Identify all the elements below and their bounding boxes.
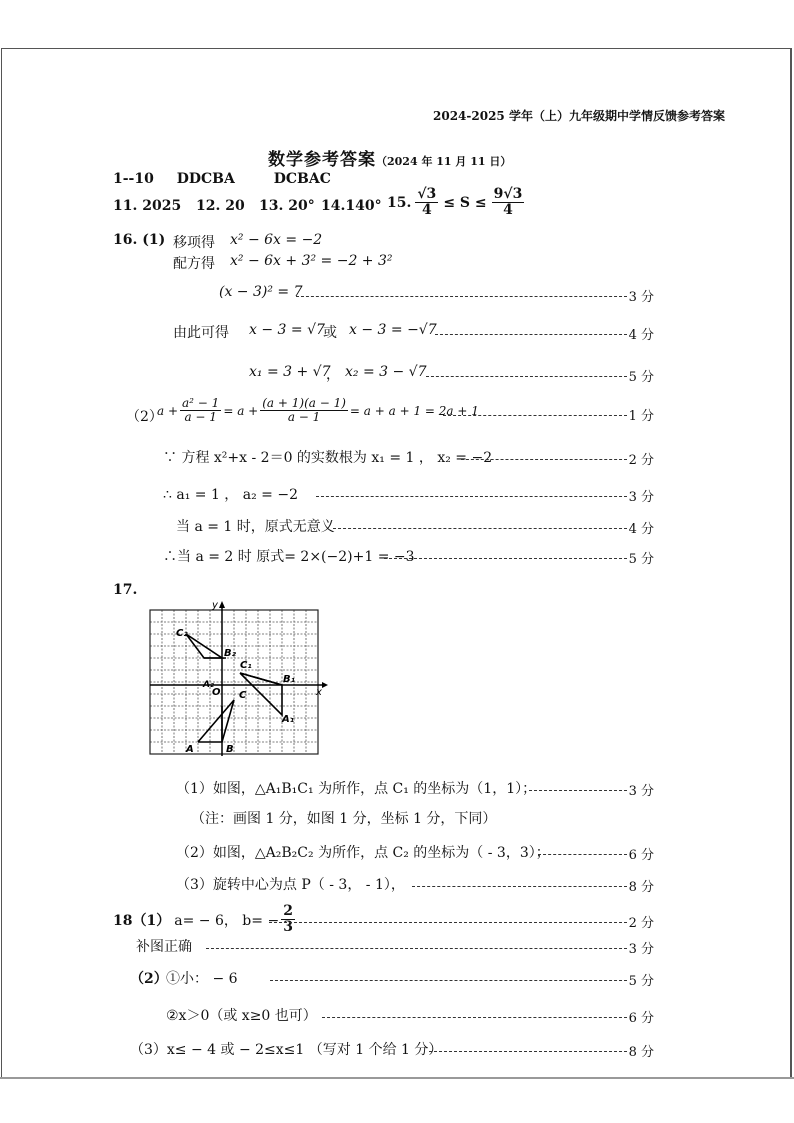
dotted-leader bbox=[443, 414, 627, 416]
frac-numerator: 2 bbox=[283, 903, 293, 919]
score: 8 分 bbox=[628, 880, 654, 895]
q18-part2-1: ①小： − 6 bbox=[166, 971, 238, 987]
answer-15-right-frac bbox=[492, 187, 525, 219]
q17-part3: （3）旋转中心为点 P（ - 3， - 1）， bbox=[176, 877, 405, 893]
q16-step2-label: 配方得 bbox=[173, 256, 215, 272]
q17-part1-note: （注：画图 1 分，如图 1 分，坐标 1 分，下同） bbox=[191, 811, 497, 827]
q16-part2-step4-score-line bbox=[333, 518, 654, 537]
q18-part2-2-score-line bbox=[322, 1007, 654, 1026]
q18-part1-score-line bbox=[269, 912, 654, 931]
expr-part: = a + bbox=[223, 403, 259, 418]
q17-part1: （1）如图，△A₁B₁C₁ 为所作，点 C₁ 的坐标为（1，1）； bbox=[176, 781, 537, 797]
score: 1 分 bbox=[628, 409, 654, 424]
score: 3 分 bbox=[628, 784, 654, 799]
x-axis-arrow bbox=[322, 682, 328, 688]
q17-part1-score-line bbox=[529, 780, 654, 799]
graph-label-a: A bbox=[186, 744, 194, 755]
frac-numerator: √3 bbox=[417, 186, 437, 202]
score: 3 分 bbox=[628, 490, 654, 505]
score: 5 分 bbox=[628, 552, 654, 567]
score: 6 分 bbox=[628, 1011, 654, 1026]
answers-1-10 bbox=[113, 171, 331, 187]
dotted-leader bbox=[269, 921, 627, 923]
q16-step1-eq: x² − 6x = −2 bbox=[230, 232, 323, 248]
dotted-leader bbox=[296, 295, 627, 297]
frac-denominator: 4 bbox=[421, 202, 432, 219]
q16-part2-step4: 当 a = 1 时，原式无意义 bbox=[176, 519, 335, 535]
score: 8 分 bbox=[628, 1045, 654, 1060]
graph-label-o: O bbox=[212, 687, 221, 698]
q16-part2-score-line bbox=[443, 405, 654, 424]
dotted-leader bbox=[538, 853, 627, 855]
graph-label-b: B bbox=[226, 744, 234, 755]
graph-label-c1: C₁ bbox=[240, 660, 252, 671]
frac-denominator: 4 bbox=[503, 202, 513, 219]
answers-1-10-label: 1--10 bbox=[113, 171, 154, 187]
q17-part2-score-line bbox=[538, 844, 654, 863]
frac-denominator: a − 1 bbox=[287, 410, 321, 425]
graph-label-b1: B₁ bbox=[283, 674, 296, 685]
q17-label: 17. bbox=[113, 582, 138, 598]
q16-step4-or: 或 bbox=[323, 325, 337, 341]
q16-step3-score-line bbox=[296, 286, 654, 305]
q18-label: 18（1） bbox=[113, 912, 171, 929]
expr-frac-1 bbox=[180, 397, 221, 424]
answer-15 bbox=[387, 187, 526, 219]
q18-figure: 补图正确 bbox=[136, 939, 192, 955]
q18-part2-2: ②x＞0（或 x≥0 也可） bbox=[166, 1008, 317, 1024]
title-date: （2024 年 11 月 11 日） bbox=[376, 155, 512, 168]
answer-11: 11. 2025 bbox=[113, 198, 182, 214]
q18-figure-score-line bbox=[206, 938, 654, 957]
answer-12: 12. 20 bbox=[196, 198, 245, 214]
q16-part2-expression bbox=[157, 397, 479, 424]
score: 6 分 bbox=[628, 848, 654, 863]
score: 4 分 bbox=[628, 522, 654, 537]
q16-part2-step2-score-line bbox=[461, 449, 654, 468]
dotted-leader bbox=[333, 527, 627, 529]
q17-part3-score-line bbox=[412, 876, 654, 895]
graph-label-y: y bbox=[212, 600, 218, 611]
score: 3 分 bbox=[628, 942, 654, 957]
q16-part2-step5-score-line bbox=[384, 548, 654, 567]
dotted-leader bbox=[412, 885, 627, 887]
q17-part2: （2）如图，△A₂B₂C₂ 为所作，点 C₂ 的坐标为（ - 3，3）； bbox=[176, 845, 550, 861]
dotted-leader bbox=[529, 789, 627, 791]
dotted-leader bbox=[270, 979, 627, 981]
answer-14: 14.140° bbox=[321, 198, 382, 214]
q18-part3: （3）x≤ − 4 或 − 2≤x≤1 （写对 1 个给 1 分） bbox=[130, 1042, 443, 1058]
frac-denominator: 3 bbox=[283, 919, 293, 936]
score: 5 分 bbox=[628, 370, 654, 385]
q16-step5-eq-a: x₁ = 3 + √7 bbox=[249, 364, 331, 380]
score: 2 分 bbox=[628, 916, 654, 931]
q18-part3-score-line bbox=[429, 1041, 654, 1060]
score: 5 分 bbox=[628, 974, 654, 989]
y-axis-arrow bbox=[219, 601, 225, 608]
dotted-leader bbox=[384, 557, 627, 559]
q16-step3-eq: (x − 3)² = 7 bbox=[219, 284, 303, 300]
frac-numerator: 9√3 bbox=[493, 186, 523, 202]
dotted-leader bbox=[316, 495, 627, 497]
q16-part2-label: （2） bbox=[126, 409, 163, 425]
q16-step4-eq-b: x − 3 = −√7 bbox=[349, 322, 437, 338]
q16-part2-step5: ∴当 a = 2 时 原式= 2×(−2)+1 = −3 bbox=[163, 549, 415, 565]
answer-13: 13. 20° bbox=[259, 198, 315, 214]
q16-part2-step2: ∵ 方程 x²+x - 2＝0 的实数根为 x₁ = 1 ， x₂ = −2 bbox=[163, 450, 493, 466]
graph-label-a2: A₂ bbox=[203, 680, 214, 690]
frac-denominator: a − 1 bbox=[184, 410, 217, 425]
answers-1-5: DDCBA bbox=[176, 171, 235, 187]
dotted-leader bbox=[435, 333, 627, 335]
dotted-leader bbox=[322, 1016, 627, 1018]
q16-step4-label: 由此可得 bbox=[173, 325, 229, 341]
page-title bbox=[268, 145, 511, 170]
q16-step4-eq-a: x − 3 = √7 bbox=[249, 322, 325, 338]
page-header: 2024-2025 学年（上）九年级期中学情反馈参考答案 bbox=[433, 109, 725, 123]
q16-step4-score-line bbox=[435, 324, 654, 343]
graph-label-x: x bbox=[316, 687, 322, 698]
q16-step5-eq-b: x₂ = 3 − √7 bbox=[345, 364, 427, 380]
q16-part2-step3: ∴ a₁ = 1 ， a₂ = −2 bbox=[163, 487, 298, 503]
dotted-leader bbox=[426, 375, 627, 377]
frac-numerator: (a + 1)(a − 1) bbox=[262, 396, 346, 410]
graph-label-c2: C₂ bbox=[176, 628, 188, 639]
graph-label-a1: A₁ bbox=[282, 714, 295, 725]
answer-15-left-frac bbox=[415, 187, 438, 219]
q18-part2-label: （2） bbox=[130, 971, 168, 987]
q16-part2-step3-score-line bbox=[316, 486, 654, 505]
q16-step2-eq: x² − 6x + 3² = −2 + 3² bbox=[230, 253, 393, 269]
q18-part2-1-score-line bbox=[270, 970, 654, 989]
answer-15-label: 15. bbox=[387, 194, 412, 211]
q16-step5-sep: ， bbox=[326, 367, 340, 383]
q16-label: 16. (1) bbox=[113, 232, 166, 248]
q17-coordinate-grid bbox=[146, 598, 332, 758]
dotted-leader bbox=[206, 947, 627, 949]
answer-15-inequality: ≤ S ≤ bbox=[443, 194, 487, 211]
answers-6-10: DCBAC bbox=[273, 171, 331, 187]
expr-part: a + bbox=[157, 403, 179, 418]
q16-step5-score-line bbox=[426, 366, 654, 385]
title-text: 数学参考答案 bbox=[268, 150, 376, 170]
q18-part1-text: a= − 6， b= − bbox=[174, 912, 280, 929]
expr-part: = a + a + 1 = 2a + 1 bbox=[349, 403, 479, 418]
score: 3 分 bbox=[628, 290, 654, 305]
graph-label-c: C bbox=[239, 690, 247, 701]
graph-label-b2: B₂ bbox=[224, 648, 237, 659]
score: 2 分 bbox=[628, 453, 654, 468]
bottom-rule bbox=[0, 1077, 794, 1079]
expr-frac-2 bbox=[260, 397, 348, 424]
frac-numerator: a² − 1 bbox=[182, 396, 220, 410]
dotted-leader bbox=[429, 1050, 627, 1052]
dotted-leader bbox=[461, 458, 627, 460]
q16-step1-label: 移项得 bbox=[173, 235, 215, 251]
score: 4 分 bbox=[628, 328, 654, 343]
